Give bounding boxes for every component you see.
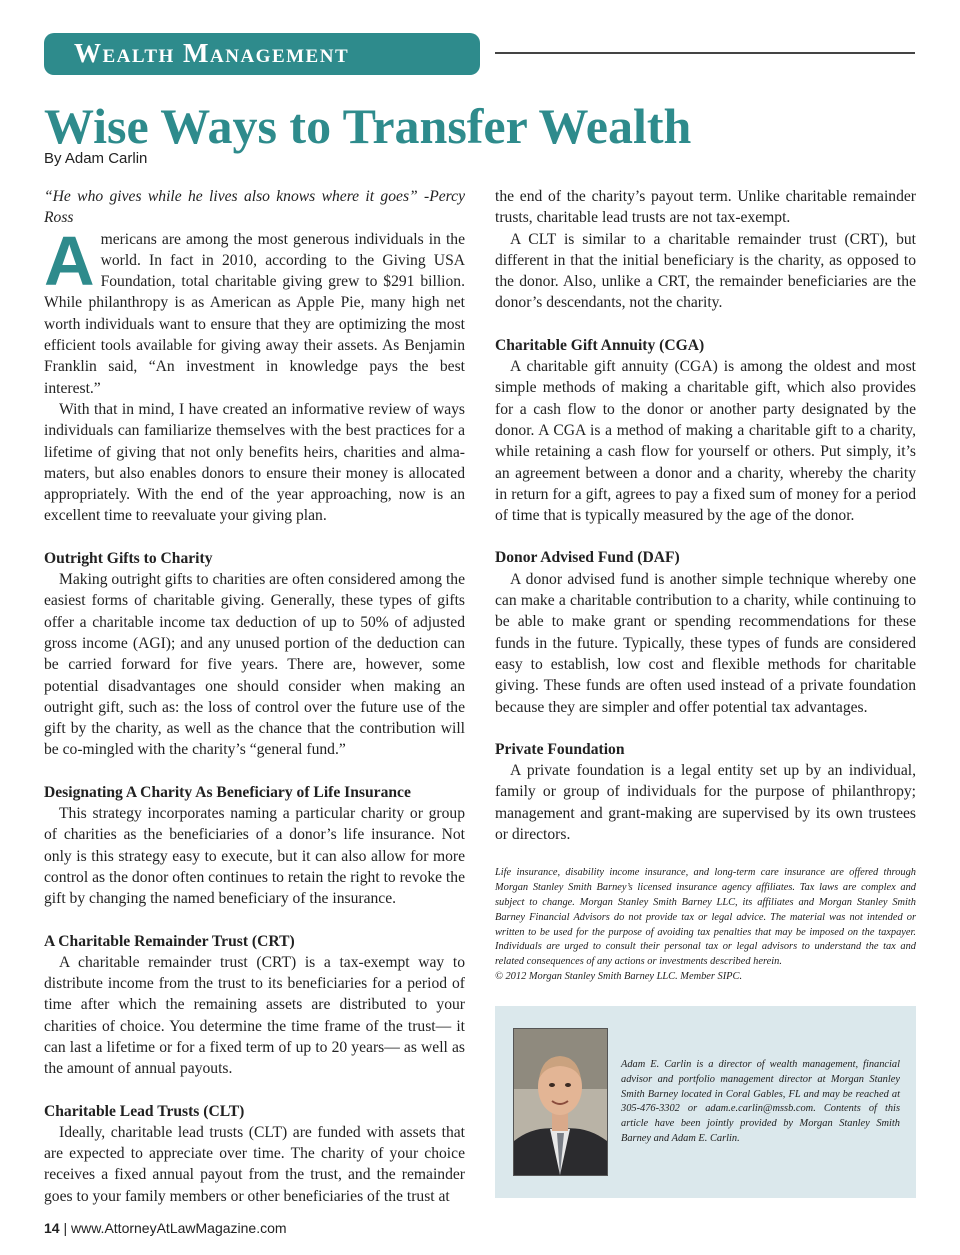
heading-clt: Charitable Lead Trusts (CLT) bbox=[44, 1102, 245, 1120]
left-column bbox=[44, 186, 465, 1207]
body-daf: A donor advised fund is another simple technique whereby one can make a charitable contribution to a charity, while continuing to be able to make grant or spending recommendations for these funds in the future. Typically, these types of funds are considered easy to establish, low cost and flexible methods for charitable giving. These funds are often used instead of a private foundation because they are simpler and offer potential tax advantages. bbox=[495, 570, 916, 716]
section-banner-label: Wealth Management bbox=[74, 38, 350, 68]
page-number: 14 bbox=[44, 1220, 60, 1236]
intro-paragraph-2: With that in mind, I have created an informative review of ways individuals can familiarize themselves with the best practices for a lifetime of giving that not only benefits heirs, charities and alma-maters, but also enables donors to ensure their money is allocated appropriately. With the end of the year approaching, now is an excellent time to reevaluate your giving plan. bbox=[44, 400, 465, 525]
body-clt-2: A CLT is similar to a charitable remainder trust (CRT), but different in that the initial beneficiary is the charity, as opposed to the donor. Also, unlike a CRT, the remainder beneficiaries are the donor’s descendants, not the charity. bbox=[495, 230, 916, 312]
heading-crt: A Charitable Remainder Trust (CRT) bbox=[44, 932, 295, 950]
body-private-foundation: A private foundation is a legal entity set up by an individual, family or group of individuals for the purpose of philanthropy; management and grant-making are supervised by its own trustees or directors. bbox=[495, 762, 916, 844]
footer-website-link[interactable]: www.AttorneyAtLawMagazine.com bbox=[71, 1220, 287, 1236]
header-rule bbox=[495, 52, 915, 54]
legal-disclaimer bbox=[495, 866, 916, 984]
body-clt-continued: the end of the charity’s payout term. Unlike charitable remainder trusts, charitable lead trusts are not tax-exempt. bbox=[495, 188, 916, 227]
section-banner bbox=[44, 33, 480, 75]
body-outright-gifts: Making outright gifts to charities are often considered among the easiest forms of charitable giving. Generally, these types of gifts offer a charitable income tax deduction of up to 50% of adjusted gross income (AGI); and any unused portion of the deduction can be carried forward for five years. There are, however, some potential disadvantages one should consider when making an outright gift, such as: the loss of control over the future use of the gift by the charity, as well as the chance that the contribution will be co-mingled with the charity’s “general fund.” bbox=[44, 571, 465, 759]
heading-life-insurance: Designating A Charity As Beneficiary of Life Insurance bbox=[44, 783, 411, 801]
intro-paragraph-1-text: mericans are among the most generous individuals in the world. In fact in 2010, according to the Giving USA Foundation, total charitable giving grew to $291 billion. While philanthropy is as American as Apple Pie, many high net worth individuals want to ensure that they are optimizing the most efficient tools available for giving away their assets. As Benjamin Franklin said, “An investment in knowledge pays the best interest.” bbox=[44, 230, 465, 397]
footer-separator: | bbox=[63, 1220, 68, 1236]
disclaimer-text: Life insurance, disability income insurance, and long-term care insurance are offered through Morgan Stanley Smith Barney’s licensed insurance agency affiliates. Tax laws are complex and subject to change. Morgan Stanley Smith Barney LLC, its affiliates and Morgan Stanley Smith Barney Financial Advisors do not provide tax or legal advice. The material was not intended or written to be used for the purpose of avoiding tax penalties that may be imposed on the taxpayer. Individuals are urged to consult their personal tax or legal advisors to understand the tax and related consequences of any actions or investments described herein. bbox=[495, 867, 916, 968]
epigraph-quote: “He who gives while he lives also knows where it goes” -Percy Ross bbox=[44, 188, 465, 227]
heading-daf: Donor Advised Fund (DAF) bbox=[495, 549, 680, 567]
author-bio-box bbox=[495, 1006, 916, 1198]
body-clt: Ideally, charitable lead trusts (CLT) are funded with assets that are expected to appreciate over time. The charity of your choice receives a fixed annual payout from the trust, and the remainder goes to your family members or other beneficiaries of the trust at bbox=[44, 1123, 465, 1205]
intro-paragraph-1 bbox=[44, 221, 465, 399]
body-crt: A charitable remainder trust (CRT) is a tax-exempt way to distribute income from the trust to its beneficiaries for a period of time after which the remaining assets are distributed to your charities of choice. You determine the time frame of the trust— it can last a lifetime or for a fixed term of up to 20 years— as well as the amount of annual payouts. bbox=[44, 953, 465, 1078]
heading-cga: Charitable Gift Annuity (CGA) bbox=[495, 336, 705, 354]
author-portrait-illustration bbox=[514, 1029, 607, 1175]
body-cga: A charitable gift annuity (CGA) is among the oldest and most simple methods of making a charitable gift, which also provides for a cash flow to the donor or another party designated by the donor. A CGA is a method of making a charitable gift to a charity, while retaining a cash flow for yourself or others. Put simply, it’s an agreement between a donor and a charity, whereby the charity in return for a gift, agrees to pay a fixed sum of money for a period of time that is typically measured by the age of the donor. bbox=[495, 358, 916, 525]
body-life-insurance: This strategy incorporates naming a particular charity or group of charities as the beneficiaries of a donor’s life insurance. Not only is this strategy easy to execute, but it can also allow for more control as the donor often continues to retain the right to revoke the gift by changing the named beneficiary of the insurance. bbox=[44, 805, 465, 908]
article-title: Wise Ways to Transfer Wealth bbox=[44, 98, 692, 154]
heading-private-foundation: Private Foundation bbox=[495, 740, 625, 758]
heading-outright-gifts: Outright Gifts to Charity bbox=[44, 549, 213, 567]
page-footer bbox=[44, 1220, 287, 1236]
author-photo bbox=[513, 1028, 608, 1176]
right-column bbox=[495, 186, 916, 985]
author-bio-text: Adam E. Carlin is a director of wealth management, financial advisor and portfolio management director at Morgan Stanley Smith Barney located in Coral Gables, FL and may be reached at 305-476-3302 or adam.e.carlin@mssb.com. Contents of this article have been jointly provided by Morgan Stanley Smith Barney and Adam E. Carlin. bbox=[621, 1059, 900, 1144]
copyright-notice: © 2012 Morgan Stanley Smith Barney LLC. Member SIPC. bbox=[495, 970, 743, 982]
byline: By Adam Carlin bbox=[44, 150, 148, 167]
drop-cap: A bbox=[44, 221, 95, 300]
